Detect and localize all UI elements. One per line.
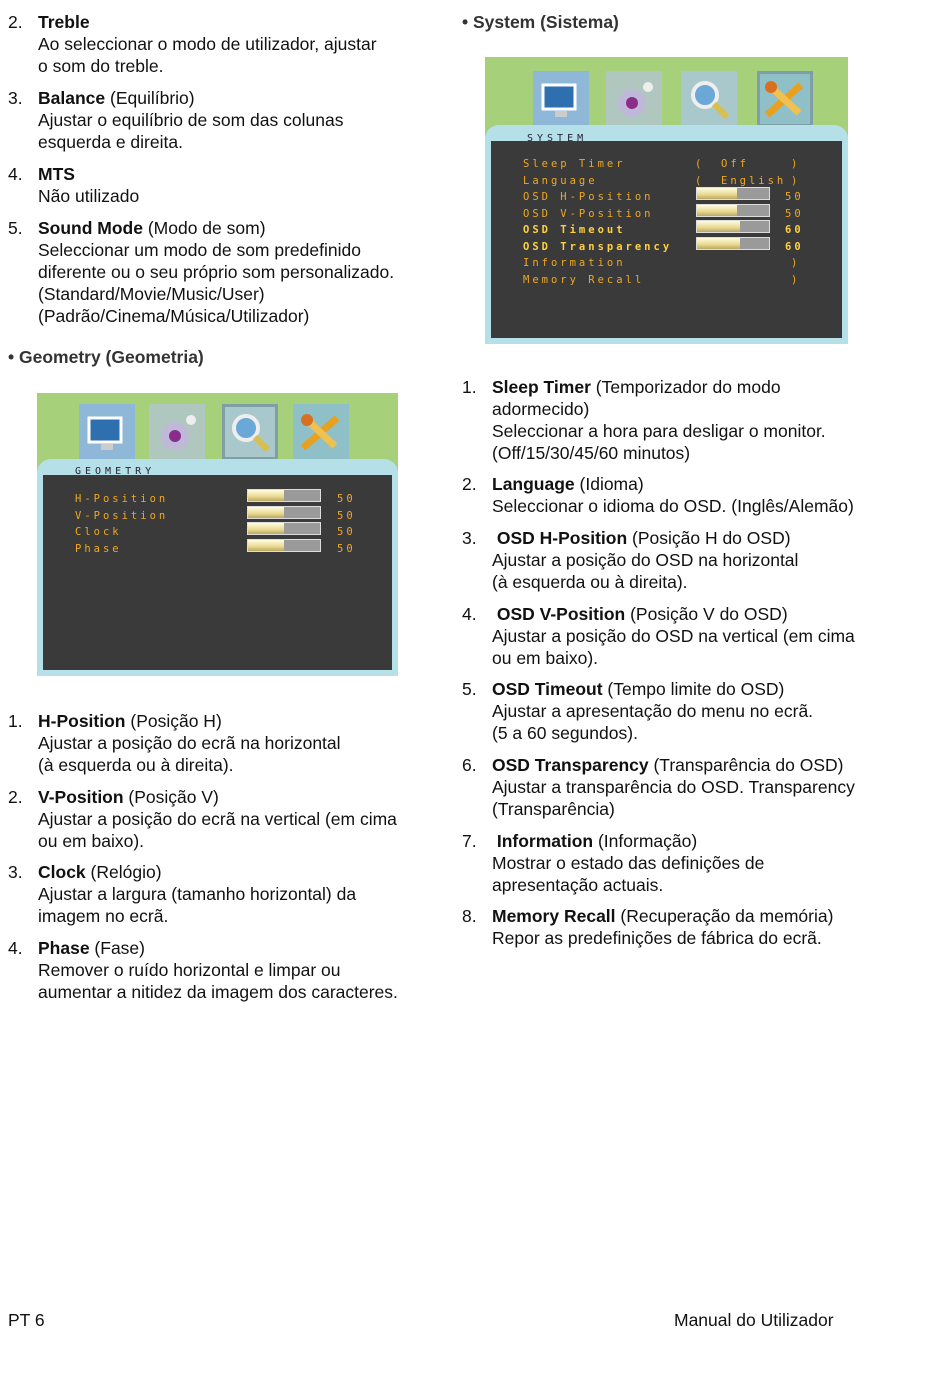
item-number: 3. — [8, 862, 23, 882]
item-number: 8. — [462, 906, 477, 926]
item-term: Sleep Timer — [492, 377, 591, 397]
osd-slider-fill — [248, 540, 284, 551]
geometry-heading: • Geometry (Geometria) — [8, 347, 204, 367]
item-description: aumentar a nitidez da imagem dos caracteres. — [38, 982, 398, 1002]
osd-row-label: OSD V-Position — [523, 207, 654, 220]
item-translation: (Informação) — [593, 831, 698, 851]
item-number: 6. — [462, 755, 477, 775]
item-number: 7. — [462, 831, 477, 851]
item-number: 3. — [8, 88, 23, 108]
item-term: MTS — [38, 164, 75, 184]
item-translation: (Idioma) — [574, 474, 644, 494]
item-number: 2. — [8, 787, 23, 807]
item-description: (à esquerda ou à direita). — [492, 572, 688, 592]
item-description: imagem no ecrã. — [38, 906, 169, 926]
osd-slider-bar — [247, 522, 321, 535]
item-description: ou em baixo). — [38, 831, 145, 851]
osd-slider-fill — [697, 188, 737, 199]
item-description: adormecido) — [492, 399, 590, 419]
item-number: 4. — [462, 604, 477, 624]
item-term: Language — [492, 474, 575, 494]
item-term: Clock — [38, 862, 86, 882]
osd-row-value: 50 — [785, 191, 804, 203]
monitor-icon — [79, 404, 135, 460]
item-number: 3. — [462, 528, 477, 548]
item-term: OSD V-Position — [492, 604, 626, 624]
item-number: 4. — [8, 164, 23, 184]
item-translation: (Modo de som) — [142, 218, 266, 238]
item-description: (à esquerda ou à direita). — [38, 755, 234, 775]
item-description: Ajustar a posição do ecrã na vertical (em cima — [38, 809, 397, 829]
item-description: Ao seleccionar o modo de utilizador, ajustar — [38, 34, 377, 54]
item-description: Ajustar a transparência do OSD. Transparency — [492, 777, 855, 797]
osd-row-label: OSD H-Position — [523, 191, 654, 203]
item-term: Treble — [38, 12, 90, 32]
item-number: 4. — [8, 938, 23, 958]
osd-slider-fill — [248, 523, 284, 534]
item-description: Seleccionar um modo de som predefinido — [38, 240, 361, 260]
osd-row-label: Information — [523, 257, 626, 269]
osd-slider-fill — [697, 221, 740, 232]
system-heading: • System (Sistema) — [462, 12, 619, 32]
osd-row-value: 60 — [785, 224, 804, 236]
item-term: OSD Timeout — [492, 679, 603, 699]
osd-row-value: 50 — [337, 542, 356, 555]
item-description: Seleccionar a hora para desligar o monitor. — [492, 421, 826, 441]
osd-menu-title: SYSTEM — [527, 133, 588, 144]
item-term: Information — [492, 831, 594, 851]
osd-row-label: V-Position — [75, 509, 169, 522]
osd-slider-fill — [248, 490, 284, 501]
item-translation: (Posição V do OSD) — [625, 604, 788, 624]
osd-row-value: 50 — [785, 207, 804, 220]
osd-bracket: ) — [791, 257, 801, 269]
page-number: PT 6 — [8, 1310, 45, 1330]
color-palette-icon — [149, 404, 205, 460]
item-description: Ajustar a posição do OSD na horizontal — [492, 550, 799, 570]
item-term: H-Position — [38, 711, 126, 731]
osd-row-value: 50 — [337, 509, 356, 522]
item-description: Ajustar a apresentação do menu no ecrã. — [492, 701, 814, 721]
item-description: Mostrar o estado das definições de — [492, 853, 765, 873]
magnifier-icon — [681, 71, 737, 127]
osd-slider-bar — [696, 187, 770, 200]
osd-bracket: ( — [695, 174, 705, 187]
osd-row-label: Language — [523, 174, 598, 187]
item-number: 2. — [8, 12, 23, 32]
item-description: (Off/15/30/45/60 minutos) — [492, 443, 691, 463]
item-number: 2. — [462, 474, 477, 494]
item-description: Não utilizado — [38, 186, 140, 206]
item-translation: (Posição H) — [125, 711, 222, 731]
osd-bracket: ) — [791, 158, 801, 170]
item-description: Ajustar a posição do ecrã na horizontal — [38, 733, 341, 753]
magnifier-icon — [222, 404, 278, 460]
item-description: Seleccionar o idioma do OSD. (Inglês/Alemão) — [492, 496, 854, 516]
item-translation: (Posição H do OSD) — [627, 528, 791, 548]
item-term: Balance — [38, 88, 106, 108]
item-description: Repor as predefinições de fábrica do ecrã. — [492, 928, 822, 948]
osd-row-label: OSD Timeout — [523, 224, 626, 236]
item-number: 1. — [8, 711, 23, 731]
osd-row-label: H-Position — [75, 493, 169, 505]
osd-row-label: Phase — [75, 542, 122, 555]
item-description: apresentação actuais. — [492, 875, 664, 895]
item-description: (Standard/Movie/Music/User) — [38, 284, 265, 304]
osd-slider-fill — [697, 238, 740, 249]
osd-slider-bar — [247, 539, 321, 552]
osd-bracket: ( — [695, 158, 705, 170]
osd-bracket: ) — [791, 174, 801, 187]
geometry-osd-screenshot — [37, 393, 398, 672]
osd-row-label: Sleep Timer — [523, 158, 626, 170]
item-translation: (Equilíbrio) — [105, 88, 195, 108]
manual-title: Manual do Utilizador — [674, 1310, 834, 1330]
item-term: Memory Recall — [492, 906, 616, 926]
item-translation: (Recuperação da memória) — [615, 906, 834, 926]
osd-row-value: 50 — [337, 493, 356, 505]
item-translation: (Relógio) — [85, 862, 162, 882]
item-description: o som do treble. — [38, 56, 164, 76]
item-description: Remover o ruído horizontal e limpar ou — [38, 960, 341, 980]
osd-bracket: ) — [791, 273, 801, 286]
item-number: 1. — [462, 377, 477, 397]
item-description: Ajustar o equilíbrio de som das colunas — [38, 110, 344, 130]
item-description: esquerda e direita. — [38, 132, 183, 152]
osd-row-value: 60 — [785, 240, 804, 253]
osd-slider-bar — [247, 506, 321, 519]
osd-option-value: English — [721, 174, 787, 187]
item-description: (Padrão/Cinema/Música/Utilizador) — [38, 306, 310, 326]
item-description: diferente ou o seu próprio som personalizado. — [38, 262, 395, 282]
item-translation: (Fase) — [89, 938, 145, 958]
item-number: 5. — [462, 679, 477, 699]
monitor-icon — [533, 71, 589, 127]
osd-slider-fill — [697, 205, 737, 216]
item-number: 5. — [8, 218, 23, 238]
tools-icon — [757, 71, 813, 127]
item-term: OSD H-Position — [492, 528, 628, 548]
item-term: OSD Transparency — [492, 755, 649, 775]
osd-option-value: Off — [721, 158, 749, 170]
osd-slider-bar — [696, 204, 770, 217]
item-description: (Transparência) — [492, 799, 615, 819]
item-term: Phase — [38, 938, 90, 958]
osd-row-label: Clock — [75, 526, 122, 538]
item-description: Ajustar a posição do OSD na vertical (em cima — [492, 626, 855, 646]
osd-row-label: OSD Transparency — [523, 240, 673, 253]
osd-slider-fill — [248, 507, 284, 518]
item-description: ou em baixo). — [492, 648, 599, 668]
osd-row-label: Memory Recall — [523, 273, 645, 286]
item-translation: (Tempo limite do OSD) — [602, 679, 785, 699]
osd-row-value: 50 — [337, 526, 356, 538]
osd-menu-title: GEOMETRY — [75, 466, 156, 477]
color-palette-icon — [606, 71, 662, 127]
item-translation: (Posição V) — [123, 787, 219, 807]
osd-slider-bar — [247, 489, 321, 502]
osd-slider-bar — [696, 220, 770, 233]
osd-slider-bar — [696, 237, 770, 250]
item-term: V-Position — [38, 787, 124, 807]
item-description: Ajustar a largura (tamanho horizontal) da — [38, 884, 357, 904]
system-osd-screenshot — [485, 57, 848, 340]
item-description: (5 a 60 segundos). — [492, 723, 638, 743]
item-term: Sound Mode — [38, 218, 143, 238]
item-translation: (Transparência do OSD) — [648, 755, 844, 775]
item-translation: (Temporizador do modo — [590, 377, 781, 397]
tools-icon — [293, 404, 349, 460]
